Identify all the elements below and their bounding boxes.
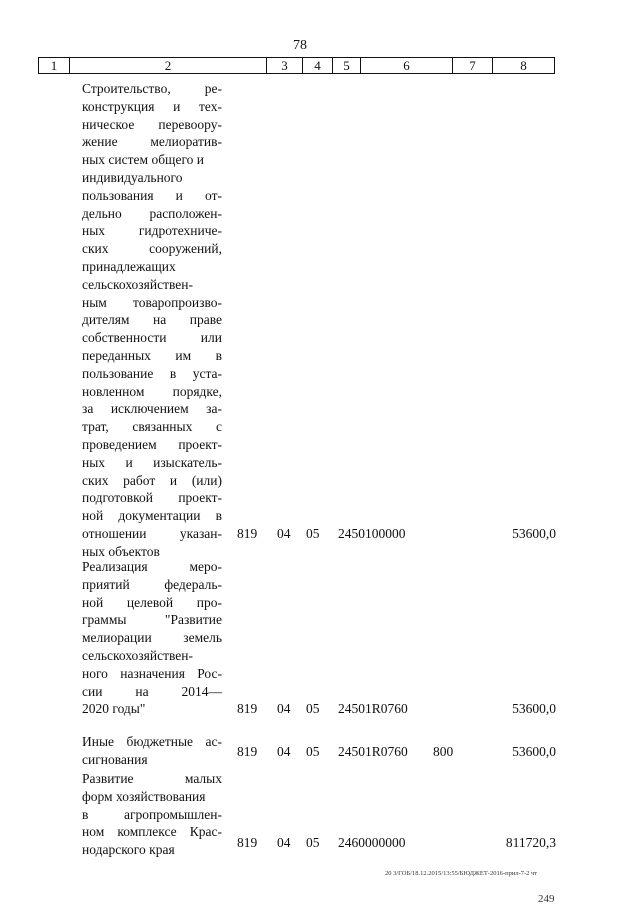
description-line: сельскохозяйствен-	[82, 647, 193, 663]
target-article-code: 2450100000	[338, 526, 406, 541]
description-line: Развитие малых	[82, 771, 222, 786]
section-code: 04	[277, 835, 291, 850]
description-line: ническое перевоору-	[82, 116, 222, 132]
row-description	[82, 80, 222, 561]
amount-value: 53600,0	[512, 701, 556, 716]
description-line: граммы "Развитие	[82, 612, 222, 628]
expense-type-code: 800	[433, 744, 454, 759]
description-line: переданных им в	[82, 347, 222, 363]
footer-document-id: 20 3/ГОБ/18.12.2015/13:55/БЮДЖЕТ-2016-прил-7-2 чт	[385, 870, 538, 877]
description-line: Реализация меро-	[82, 559, 222, 574]
description-line: ских работ и (или)	[82, 472, 222, 488]
description-line: собственности или	[82, 330, 222, 346]
row-description	[82, 558, 222, 718]
section-code: 04	[277, 526, 291, 541]
description-line: ских сооружений,	[82, 241, 222, 257]
header-col-8: 8	[492, 58, 554, 73]
page-number: 78	[293, 38, 307, 53]
description-line: ной целевой про-	[82, 594, 222, 610]
subsection-code: 05	[306, 701, 320, 716]
description-line: сельскохозяйствен-	[82, 276, 193, 292]
description-line: форм хозяйствования	[82, 788, 206, 804]
header-col-5: 5	[332, 58, 360, 73]
table-header-row	[38, 57, 555, 74]
description-line: 2020 годы"	[82, 701, 146, 717]
subsection-code: 05	[306, 744, 320, 759]
description-line: ным товаропроизво-	[82, 294, 222, 310]
description-line: жение мелиоратив-	[82, 134, 222, 150]
description-line: ных гидротехниче-	[82, 223, 222, 239]
description-line: дельно расположен-	[82, 205, 222, 221]
description-line: принадлежащих	[82, 258, 176, 274]
description-line: конструкция и тех-	[82, 98, 222, 114]
description-line: ных объектов	[82, 543, 160, 559]
description-line: подготовкой проект-	[82, 490, 222, 506]
description-line: сигнования	[82, 751, 148, 767]
section-code: 04	[277, 701, 291, 716]
header-col-6: 6	[360, 58, 452, 73]
description-line: ных систем общего и	[82, 152, 204, 168]
description-line: ной документации в	[82, 508, 222, 524]
description-line: индивидуального	[82, 169, 183, 185]
description-line: сии на 2014—	[82, 683, 222, 699]
target-article-code: 24501R0760	[338, 701, 408, 716]
row-description	[82, 733, 222, 769]
amount-value: 53600,0	[512, 744, 556, 759]
description-line: за исключением за-	[82, 401, 222, 417]
description-line: пользования и от-	[82, 187, 222, 203]
target-article-code: 24501R0760	[338, 744, 408, 759]
description-line: ного назначения Рос-	[82, 665, 222, 681]
description-line: Строительство, ре-	[82, 81, 222, 96]
header-col-1: 1	[50, 58, 58, 73]
target-article-code: 2460000000	[338, 835, 406, 850]
header-col-4: 4	[302, 58, 332, 73]
corner-page-mark: 249	[538, 893, 555, 905]
description-line: отношении указан-	[82, 525, 222, 541]
description-line: приятий федераль-	[82, 576, 222, 592]
description-line: пользование в уста-	[82, 365, 222, 381]
description-line: мелиорации земель	[82, 630, 222, 646]
description-line: нодарского края	[82, 842, 175, 858]
description-line: новленном порядке,	[82, 383, 222, 399]
header-col-2: 2	[69, 58, 266, 73]
description-line: в агропромышлен-	[82, 806, 222, 822]
amount-value: 53600,0	[512, 526, 556, 541]
description-line: трат, связанных с	[82, 419, 222, 435]
ministry-code: 819	[237, 744, 258, 759]
ministry-code: 819	[237, 701, 258, 716]
ministry-code: 819	[237, 526, 258, 541]
subsection-code: 05	[306, 526, 320, 541]
subsection-code: 05	[306, 835, 320, 850]
description-line: ных и изыскатель-	[82, 454, 222, 470]
description-line: ном комплексе Крас-	[82, 824, 222, 840]
header-col-7: 7	[452, 58, 492, 73]
header-col-3: 3	[266, 58, 302, 73]
description-line: проведением проект-	[82, 436, 222, 452]
description-line: дителям на праве	[82, 312, 222, 328]
description-line: Иные бюджетные ас-	[82, 734, 222, 749]
section-code: 04	[277, 744, 291, 759]
row-description	[82, 770, 222, 859]
amount-value: 811720,3	[505, 835, 556, 850]
ministry-code: 819	[237, 835, 258, 850]
